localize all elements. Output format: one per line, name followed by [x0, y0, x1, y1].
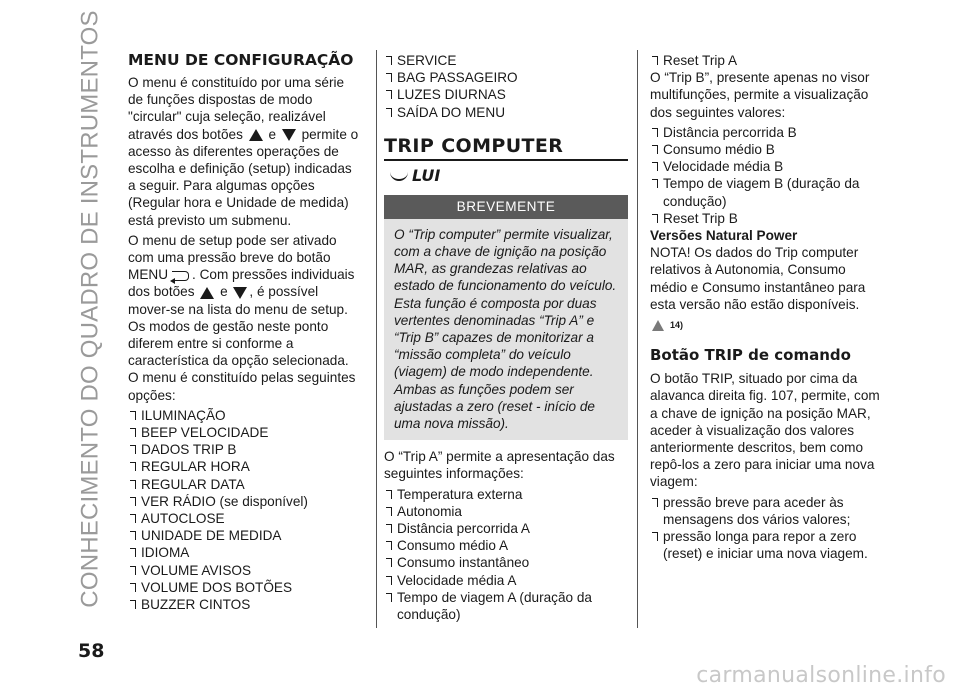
paragraph: O menu de setup pode ser ativado com uma pressão breve do botão MENU . Com pressões individuais dos botões e , é possível mover-se na lista do menu de setup. Os modos de gestão neste ponto diferem entre si conforme a característica da opção selecionada. O menu é constituído pelas seguintes opções: — [128, 232, 356, 403]
list-item: BAG PASSAGEIRO — [384, 69, 628, 86]
trip-b-intro: O “Trip B”, presente apenas no visor multifunções, permite a visualização dos seguintes valores: — [650, 70, 870, 120]
list-item: Tempo de viagem B (duração da condução) — [650, 175, 884, 209]
column-1 — [128, 52, 360, 613]
list-item: Reset Trip A — [650, 52, 884, 69]
column-3 — [650, 52, 884, 562]
section-heading-trip-computer: TRIP COMPUTER — [384, 134, 564, 157]
versions-note: NOTA! Os dados do Trip computer relativos à Autonomia, Consumo médio e Consumo instantâneo para esta versão não estão disponíveis. — [650, 245, 866, 312]
list-item: LUZES DIURNAS — [384, 86, 628, 103]
list-item: BEEP VELOCIDADE — [128, 424, 360, 441]
list-item: VOLUME DOS BOTÕES — [128, 579, 360, 596]
column-2 — [384, 52, 628, 623]
list-item: BUZZER CINTOS — [128, 596, 360, 613]
paragraph: O menu é constituído por uma série de funções dispostas de modo "circular" cuja seleção, realizável através dos botões e permite o acesso às diferentes operações de escolha e definição (setup) indicadas a seguir. Para algumas opções (Regular hora e Unidade de medida) está previsto um submenu. — [128, 75, 359, 228]
trip-a-list-continued — [650, 52, 884, 69]
down-arrow-icon — [233, 287, 247, 299]
menu-return-icon — [172, 271, 189, 281]
list-item: Distância percorrida B — [650, 124, 884, 141]
up-arrow-icon — [200, 287, 214, 299]
trip-a-list — [384, 486, 628, 624]
list-item: Distância percorrida A — [384, 520, 628, 537]
section-heading-menu-config: MENU DE CONFIGURAÇÃO — [128, 51, 354, 69]
summary-box-text: O “Trip computer” permite visualizar, com a chave de ignição na posição MAR, as grandezas relativas ao estado de funcionamento do veículo. Esta função é composta por duas vertentes denominadas “Trip A” e “Trip B” capazes de monitorizar a “missão completa” do veículo (viagem) de modo independente. Ambas as funções podem ser ajustadas a zero (reset - início de uma nova missão). — [384, 219, 628, 440]
list-item: Velocidade média B — [650, 158, 884, 175]
versions-heading: Versões Natural Power — [650, 228, 798, 244]
list-item: VOLUME AVISOS — [128, 562, 360, 579]
list-item: AUTOCLOSE — [128, 510, 360, 527]
list-item: Temperatura externa — [384, 486, 628, 503]
list-item: VER RÁDIO (se disponível) — [128, 493, 360, 510]
list-item: pressão longa para repor a zero (reset) e iniciar uma nova viagem. — [650, 528, 884, 562]
trip-b-list — [650, 124, 884, 227]
setup-options-list-continued — [384, 52, 628, 121]
list-item: pressão breve para aceder às mensagens dos vários valores; — [650, 494, 884, 528]
watermark: carmanualsonline.info — [696, 663, 946, 688]
list-item: Velocidade média A — [384, 572, 628, 589]
warning-triangle-icon — [652, 320, 664, 331]
down-arrow-icon — [282, 129, 296, 141]
list-item: UNIDADE DE MEDIDA — [128, 527, 360, 544]
list-item: SAÍDA DO MENU — [384, 104, 628, 121]
trip-button-text: O botão TRIP, situado por cima da alavanca direita fig. 107, permite, com a chave de ignição na posição MAR, aceder à visualização dos valores anteriormente descritos, bem como repô-los a zero para iniciar uma nova viagem: — [650, 371, 880, 490]
warning-reference: 14) — [652, 317, 884, 334]
up-arrow-icon — [249, 129, 263, 141]
list-item: Autonomia — [384, 503, 628, 520]
list-item: Consumo médio B — [650, 141, 884, 158]
page-number: 58 — [78, 640, 105, 662]
list-item: REGULAR HORA — [128, 458, 360, 475]
setup-options-list — [128, 407, 360, 613]
list-item: Reset Trip B — [650, 210, 884, 227]
list-item: Consumo instantâneo — [384, 554, 628, 571]
list-item: Tempo de viagem A (duração da condução) — [384, 589, 628, 623]
trip-button-actions — [650, 494, 884, 563]
trip-a-intro: O “Trip A” permite a apresentação das seguintes informações: — [384, 449, 615, 482]
section-heading-trip-button: Botão TRIP de comando — [650, 346, 851, 365]
list-item: Consumo médio A — [384, 537, 628, 554]
heading-rule — [384, 159, 628, 161]
list-item: SERVICE — [384, 52, 628, 69]
list-item: REGULAR DATA — [128, 476, 360, 493]
column-divider — [376, 50, 377, 628]
list-item: DADOS TRIP B — [128, 441, 360, 458]
list-item: IDIOMA — [128, 544, 360, 561]
side-chapter-title: CONHECIMENTO DO QUADRO DE INSTRUMENTOS — [77, 10, 105, 608]
natural-power-logo-icon: LUI — [390, 167, 628, 185]
list-item: ILUMINAÇÃO — [128, 407, 360, 424]
column-divider — [637, 50, 638, 628]
summary-box-title: BREVEMENTE — [384, 195, 628, 219]
